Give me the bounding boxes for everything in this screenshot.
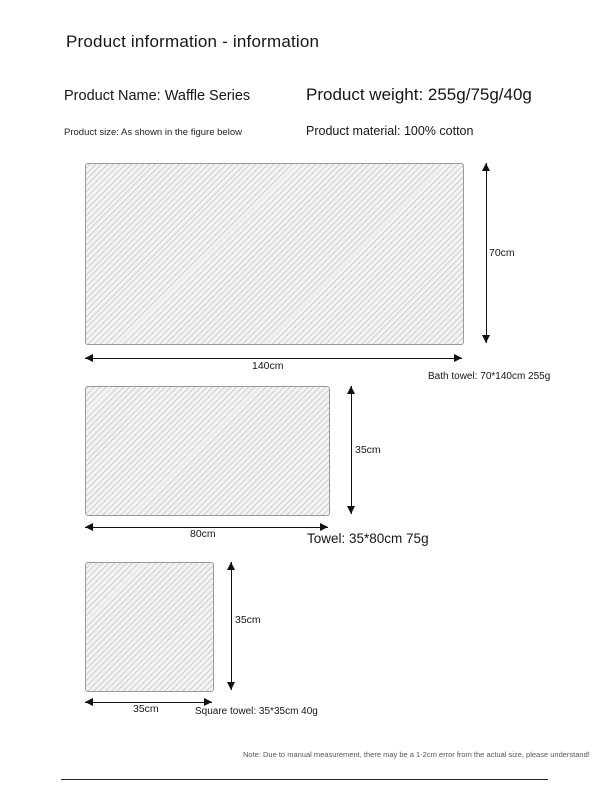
towel-width-label: 80cm (190, 528, 216, 540)
page-title: Product information - information (66, 32, 320, 51)
bath-towel-height-label: 70cm (489, 247, 515, 259)
square-towel-width-label: 35cm (133, 703, 159, 715)
product-material-text: Product material: 100% cotton (306, 124, 474, 138)
product-weight-text: Product weight: 255g/75g/40g (306, 85, 532, 104)
towel-shape (85, 386, 330, 516)
bath-towel-shape (85, 163, 464, 345)
square-towel-height-arrow (225, 562, 237, 690)
product-size-text: Product size: As shown in the figure below (64, 127, 242, 138)
towel-height-label: 35cm (355, 444, 381, 456)
bath-towel-caption: Bath towel: 70*140cm 255g (428, 371, 551, 382)
square-towel-caption: Square towel: 35*35cm 40g (195, 706, 318, 717)
product-name-text: Product Name: Waffle Series (64, 88, 251, 104)
measurement-note: Note: Due to manual measurement, there may be a 1-2cm error from the actual size, please understand! (243, 750, 590, 759)
bottom-divider (61, 779, 548, 780)
bath-towel-width-label: 140cm (252, 360, 284, 372)
square-towel-height-label: 35cm (235, 614, 261, 626)
towel-caption: Towel: 35*80cm 75g (307, 531, 429, 546)
square-towel-shape (85, 562, 214, 692)
